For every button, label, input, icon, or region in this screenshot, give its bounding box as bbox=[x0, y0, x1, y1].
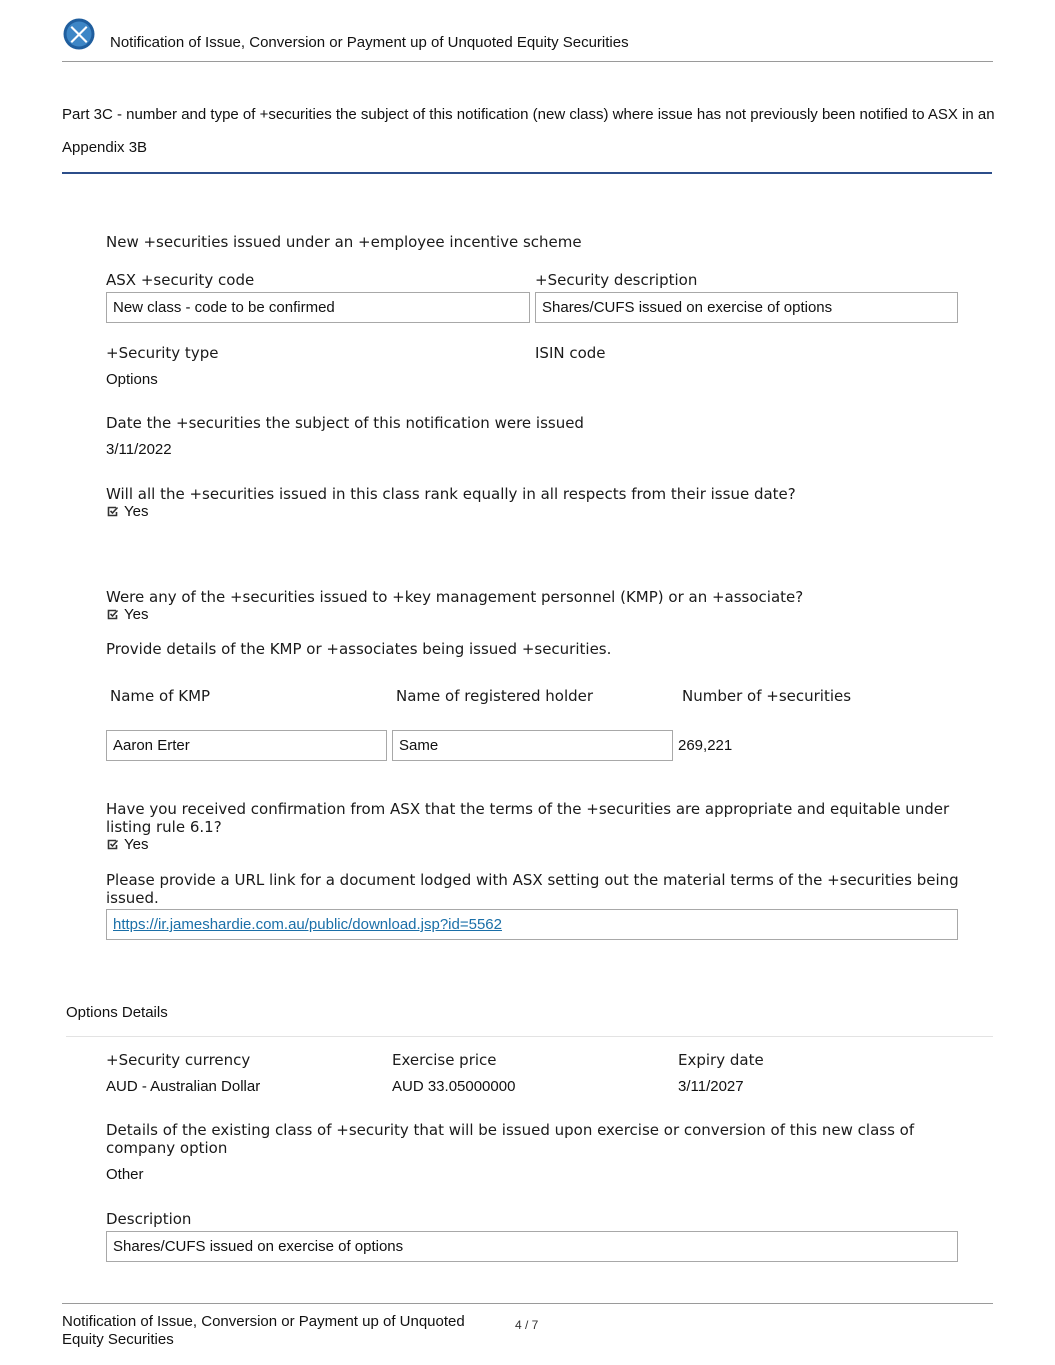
currency-label: +Security currency bbox=[106, 1051, 251, 1069]
options-details-title: Options Details bbox=[66, 1004, 168, 1021]
page-number: 4 / 7 bbox=[515, 1318, 539, 1332]
asx-code-field[interactable]: New class - code to be confirmed bbox=[106, 292, 530, 323]
checkbox-checked-icon bbox=[106, 505, 119, 518]
rank-equally-question: Will all the +securities issued in this class rank equally in all respects from their issue date? bbox=[106, 485, 796, 503]
issue-date-label: Date the +securities the subject of this notification were issued bbox=[106, 414, 584, 432]
options-details-divider bbox=[66, 1036, 993, 1037]
kmp-answer bbox=[106, 606, 148, 623]
kmp-col-header-name: Name of KMP bbox=[110, 687, 211, 705]
kmp-details-label: Provide details of the KMP or +associates being issued +securities. bbox=[106, 640, 612, 658]
header-title: Notification of Issue, Conversion or Payment up of Unquoted Equity Securities bbox=[110, 34, 629, 51]
rank-equally-answer bbox=[106, 503, 148, 520]
security-type-value: Options bbox=[106, 371, 158, 388]
kmp-name-field[interactable]: Aaron Erter bbox=[106, 730, 387, 761]
confirmation-question: Have you received confirmation from ASX that the terms of the +securities are appropriate and equitable under listing rule 6.1? bbox=[106, 800, 950, 836]
checkbox-checked-icon bbox=[106, 608, 119, 621]
confirmation-answer bbox=[106, 836, 148, 853]
exercise-price-value: AUD 33.05000000 bbox=[392, 1078, 516, 1095]
part-title: Part 3C - number and type of +securities the subject of this notification (new class) where issue has not previously been notified to ASX in an Appendix 3B bbox=[62, 106, 995, 156]
number-of-securities-value: 269,221 bbox=[678, 737, 733, 754]
description-label: Description bbox=[106, 1210, 192, 1228]
checkbox-checked-icon bbox=[106, 838, 119, 851]
rank-equally-answer-text: Yes bbox=[124, 503, 149, 520]
existing-class-label: Details of the existing class of +security that will be issued upon exercise or conversion of this new class of company option bbox=[106, 1121, 915, 1157]
security-description-field[interactable]: Shares/CUFS issued on exercise of options bbox=[535, 292, 958, 323]
exercise-price-label: Exercise price bbox=[392, 1051, 497, 1069]
security-description-label: +Security description bbox=[535, 271, 698, 289]
existing-class-value: Other bbox=[106, 1166, 144, 1183]
issue-date-value: 3/11/2022 bbox=[106, 441, 172, 458]
asx-logo-icon bbox=[63, 18, 95, 50]
registered-holder-field[interactable]: Same bbox=[392, 730, 673, 761]
kmp-col-header-holder: Name of registered holder bbox=[396, 687, 594, 705]
document-url-link[interactable]: https://ir.jameshardie.com.au/public/download.jsp?id=5562 bbox=[113, 916, 502, 933]
security-type-label: +Security type bbox=[106, 344, 219, 362]
currency-value: AUD - Australian Dollar bbox=[106, 1078, 261, 1095]
kmp-answer-text: Yes bbox=[124, 606, 149, 623]
kmp-question: Were any of the +securities issued to +key management personnel (KMP) or an +associate? bbox=[106, 588, 804, 606]
expiry-date-value: 3/11/2027 bbox=[678, 1078, 744, 1095]
header-divider bbox=[62, 61, 993, 62]
footer-divider bbox=[62, 1303, 993, 1304]
url-link-field[interactable] bbox=[106, 909, 958, 940]
url-link-label: Please provide a URL link for a document lodged with ASX setting out the material terms of the +securities being issued. bbox=[106, 871, 959, 907]
kmp-col-header-number: Number of +securities bbox=[682, 687, 852, 705]
scheme-label: New +securities issued under an +employee incentive scheme bbox=[106, 233, 582, 251]
isin-label: ISIN code bbox=[535, 344, 606, 362]
expiry-date-label: Expiry date bbox=[678, 1051, 764, 1069]
footer-title: Notification of Issue, Conversion or Payment up of Unquoted Equity Securities bbox=[62, 1313, 465, 1348]
asx-code-label: ASX +security code bbox=[106, 271, 255, 289]
description-field[interactable]: Shares/CUFS issued on exercise of options bbox=[106, 1231, 958, 1262]
part-divider bbox=[62, 172, 992, 174]
confirmation-answer-text: Yes bbox=[124, 836, 149, 853]
